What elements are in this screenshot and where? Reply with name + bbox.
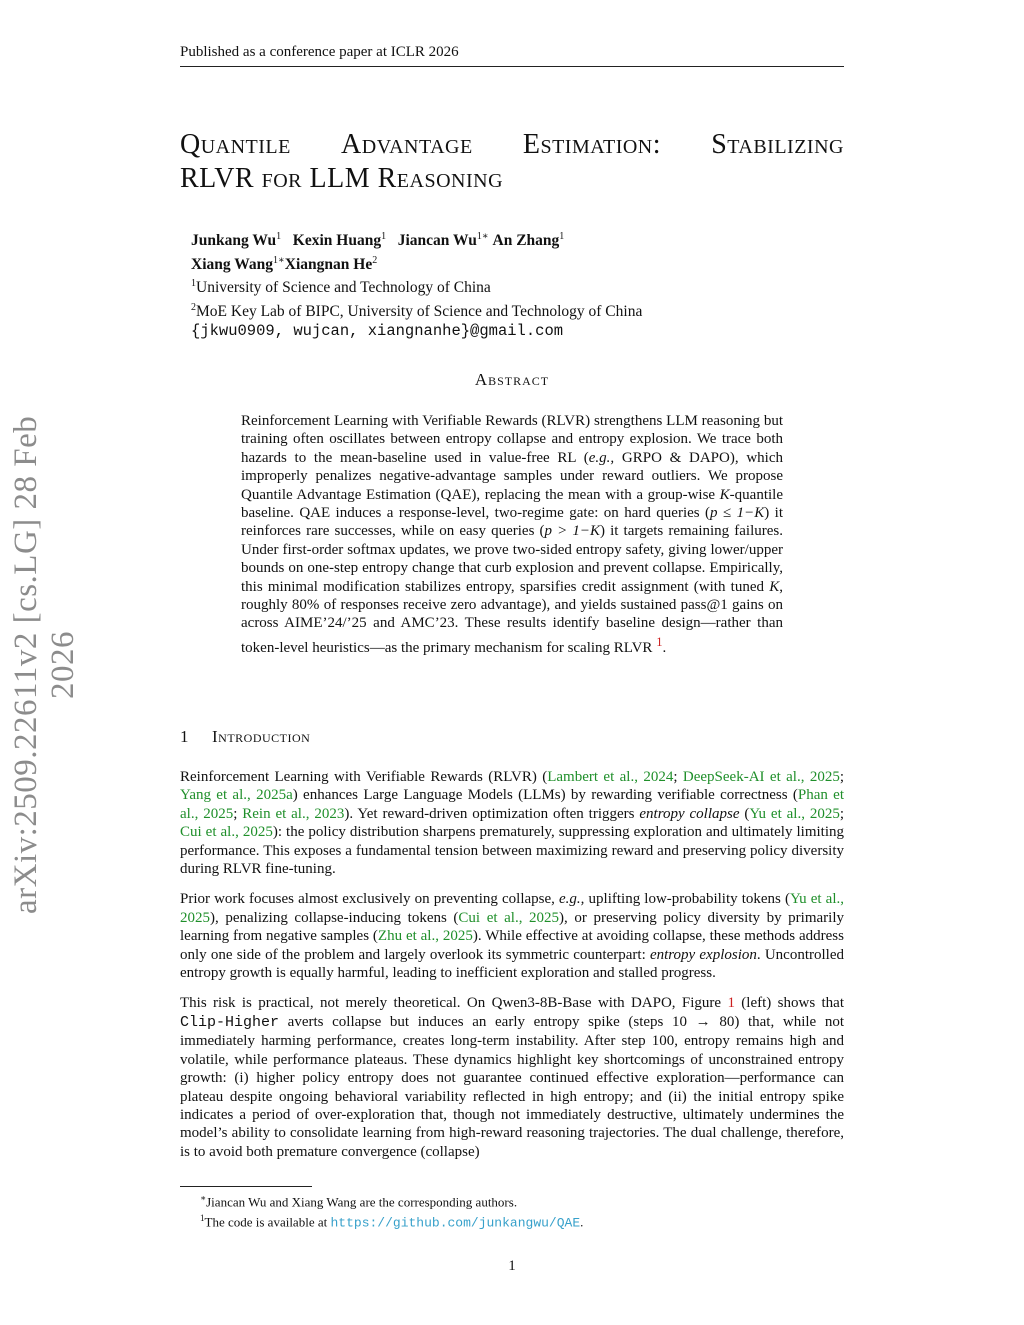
affil-mark: 1 <box>559 231 565 242</box>
title-word: Estimation: <box>522 129 662 160</box>
footnote-text: . <box>580 1214 584 1230</box>
text-span: Reinforcement Learning with Verifiable Rewards (RLVR) ( <box>180 769 548 785</box>
text-span: (left) shows that <box>734 995 845 1012</box>
text-span: ; <box>233 805 243 822</box>
author-line-2 <box>191 251 831 275</box>
author-block <box>191 227 831 341</box>
text-span: ), penalizing collapse-inducing tokens ( <box>210 909 459 926</box>
title-word: Advantage <box>341 129 473 160</box>
footnote-1 <box>180 1190 844 1210</box>
text-span: ) enhances Large Language Models (LLMs) by rewarding verifiable correctness ( <box>292 787 798 804</box>
section-heading <box>180 727 310 747</box>
arxiv-identifier: arXiv:2509.22611v2 [cs.LG] 28 Feb 2026 <box>8 415 81 915</box>
citation-link[interactable]: Yu et al., 2025 <box>749 805 840 822</box>
author-name: An Zhang <box>492 232 560 250</box>
code-span: Clip-Higher <box>180 1013 280 1031</box>
figure-link[interactable]: 1 <box>727 995 735 1012</box>
citation-link[interactable]: Cui et al., 2025 <box>458 909 560 926</box>
abstract-heading: Abstract <box>474 370 550 389</box>
footnote-text: The code is available at <box>204 1214 331 1230</box>
abstract-span: , roughly 80% of responses receive zero advantage), and yields sustained pass@1 gains on across AIME’24/’25 and AMC’23. These results identify baseline design—rather than token-level heuristics—as the primary mechanism for scaling RLVR <box>241 578 783 656</box>
section-number: 1 <box>180 727 189 746</box>
abstract-span: GRPO & DAPO), which improperly penalizes negative-advantage samples under reward outliers. We propose Quantile Advantage Estimation (QAE), replacing the mean with a group-wise <box>241 449 783 503</box>
footnote-mark: ∗ <box>200 1193 207 1203</box>
footnote-mark: 1 <box>200 1213 205 1224</box>
citation-link[interactable]: Yang et al., 2025a <box>180 787 293 804</box>
running-head: Published as a conference paper at ICLR 2026 <box>180 44 459 60</box>
text-span: ( <box>739 805 750 822</box>
text-span: ; <box>673 769 683 785</box>
citation-link[interactable]: Cui et al., 2025 <box>180 824 273 841</box>
title-line-2: RLVR for LLM Reasoning <box>180 163 504 194</box>
text-span: uplifting low-probability tokens ( <box>584 891 790 908</box>
math-symbol: K <box>769 578 780 595</box>
footnote-link[interactable]: 1 <box>656 634 663 649</box>
code-url-link[interactable]: https://github.com/junkangwu/QAE <box>330 1215 581 1231</box>
affil-mark: 1∗ <box>476 231 489 242</box>
affil-mark: 1 <box>191 278 196 290</box>
paragraph <box>180 768 844 878</box>
abstract-span: ) it targets remaining failures. Under first-order softmax updates, we prove two-sided entropy safety, giving lower/upper bounds on one-step entropy change that curb explosion and prevent collapse. Empirically, this minimal modification stabilizes entropy, sparsifies credit assignment (with tuned <box>241 523 784 595</box>
footnote-2 <box>180 1210 844 1231</box>
footnote-text: Jiancan Wu and Xiang Wang are the corresponding authors. <box>206 1194 518 1210</box>
affiliation-text: University of Science and Technology of China <box>196 279 491 297</box>
page-number: 1 <box>508 1258 516 1274</box>
abstract-span: Reinforcement Learning with Verifiable Rewards (RLVR) strengthens LLM reasoning but training often oscillates between entropy collapse and entropy explosion. We trace both hazards to the mean-baseline used in value-free RL ( <box>241 413 783 466</box>
affiliation-1 <box>191 274 831 298</box>
title-word: Stabilizing <box>711 129 844 160</box>
text-span: This risk is practical, not merely theoretical. On Qwen3-8B-Base with DAPO, Figure <box>180 995 728 1012</box>
math-symbol: K <box>719 486 730 503</box>
math-expression: p ≤ 1−K <box>710 505 765 522</box>
math-expression: p > 1−K <box>544 523 600 540</box>
citation-link[interactable]: Rein et al., 2023 <box>242 805 345 822</box>
footnotes <box>180 1190 844 1232</box>
affiliation-2 <box>191 298 831 322</box>
footnote-rule <box>180 1186 312 1187</box>
abstract-span: ) it reinforces rare successes, while on easy queries ( <box>241 505 783 540</box>
emphasis: e.g., <box>559 891 585 908</box>
citation-link[interactable]: Lambert et al., 2024 <box>547 769 674 785</box>
affil-mark: 2 <box>191 301 196 313</box>
text-span: averts collapse but induces an early entropy spike (steps 10 → 80) that, while not immediately harming performance, creates long-term instability. After step 100, entropy remains high and volatile, while performance plateaus. These dynamics highlight key shortcomings of unconstrained entropy growth: (i) higher policy entropy does not guarantee continued effective exploration—performance can plateau despite ongoing behavioral variability reflected in high entropy; and (ii) the initial entropy spike indicates a period of over-exploration that, though not immediately destructive, ultimately undermines the model’s ability to consolidate learning from high-reward reasoning trajectories. The dual challenge, therefore, is to avoid both premature convergence (collapse) <box>180 1013 844 1160</box>
paper-title <box>180 128 844 196</box>
text-span: ). Yet reward-driven optimization often triggers <box>344 805 640 822</box>
author-email: {jkwu0909, wujcan, xiangnanhe}@gmail.com <box>191 321 564 340</box>
affil-mark: 2 <box>372 254 378 266</box>
text-span: . Uncontrolled entropy growth is equally harmful, leading to inefficient exploration and stalled progress. <box>180 946 844 982</box>
author-name: Xiangnan He <box>284 255 373 273</box>
abstract-text <box>241 412 783 657</box>
abstract-span: . <box>662 639 667 656</box>
abstract-span: -quantile baseline. QAE induces a response-level, two-regime gate: on hard queries ( <box>241 486 783 522</box>
text-span: ): the policy distribution sharpens prematurely, suppressing exploration and ultimately limiting performance. This exposes a fundamental tension between maximizing reward and preserving policy diversity during RLVR fine-tuning. <box>180 824 844 878</box>
author-name: Kexin Huang <box>292 232 382 250</box>
text-span: ). While effective at avoiding collapse, these methods address only one side of the problem and largely overlook its symmetric counterpart: <box>180 928 844 963</box>
affil-mark: 1 <box>276 231 282 242</box>
section-title: Introduction <box>212 727 311 746</box>
author-name: Jiancan Wu <box>397 232 477 250</box>
text-span: ; <box>839 769 845 785</box>
author-name: Xiang Wang <box>191 255 273 273</box>
affil-mark: 1 <box>381 231 387 242</box>
title-word: Quantile <box>180 129 291 160</box>
text-span: ), or preserving policy diversity by primarily learning from negative samples ( <box>180 909 844 945</box>
author-name: Junkang Wu <box>191 232 277 250</box>
header-rule <box>180 66 844 67</box>
emphasis: entropy collapse <box>639 805 740 822</box>
text-span: ; <box>839 805 845 822</box>
citation-link[interactable]: Zhu et al., 2025 <box>377 928 473 945</box>
abstract-em: e.g., <box>588 449 615 466</box>
affil-mark: 1∗ <box>272 254 285 266</box>
affiliation-text: MoE Key Lab of BIPC, University of Science and Technology of China <box>196 303 643 321</box>
paragraph <box>180 890 844 982</box>
citation-link[interactable]: Phan et al., 2025 <box>180 787 844 822</box>
paragraph <box>180 994 844 1161</box>
emphasis: entropy explosion <box>649 946 757 963</box>
citation-link[interactable]: DeepSeek-AI et al., 2025 <box>682 769 840 785</box>
text-span: Prior work focuses almost exclusively on preventing collapse, <box>180 891 559 908</box>
author-line-1 <box>191 227 831 251</box>
body-text <box>180 768 844 1173</box>
citation-link[interactable]: Yu et al., 2025 <box>180 891 845 926</box>
